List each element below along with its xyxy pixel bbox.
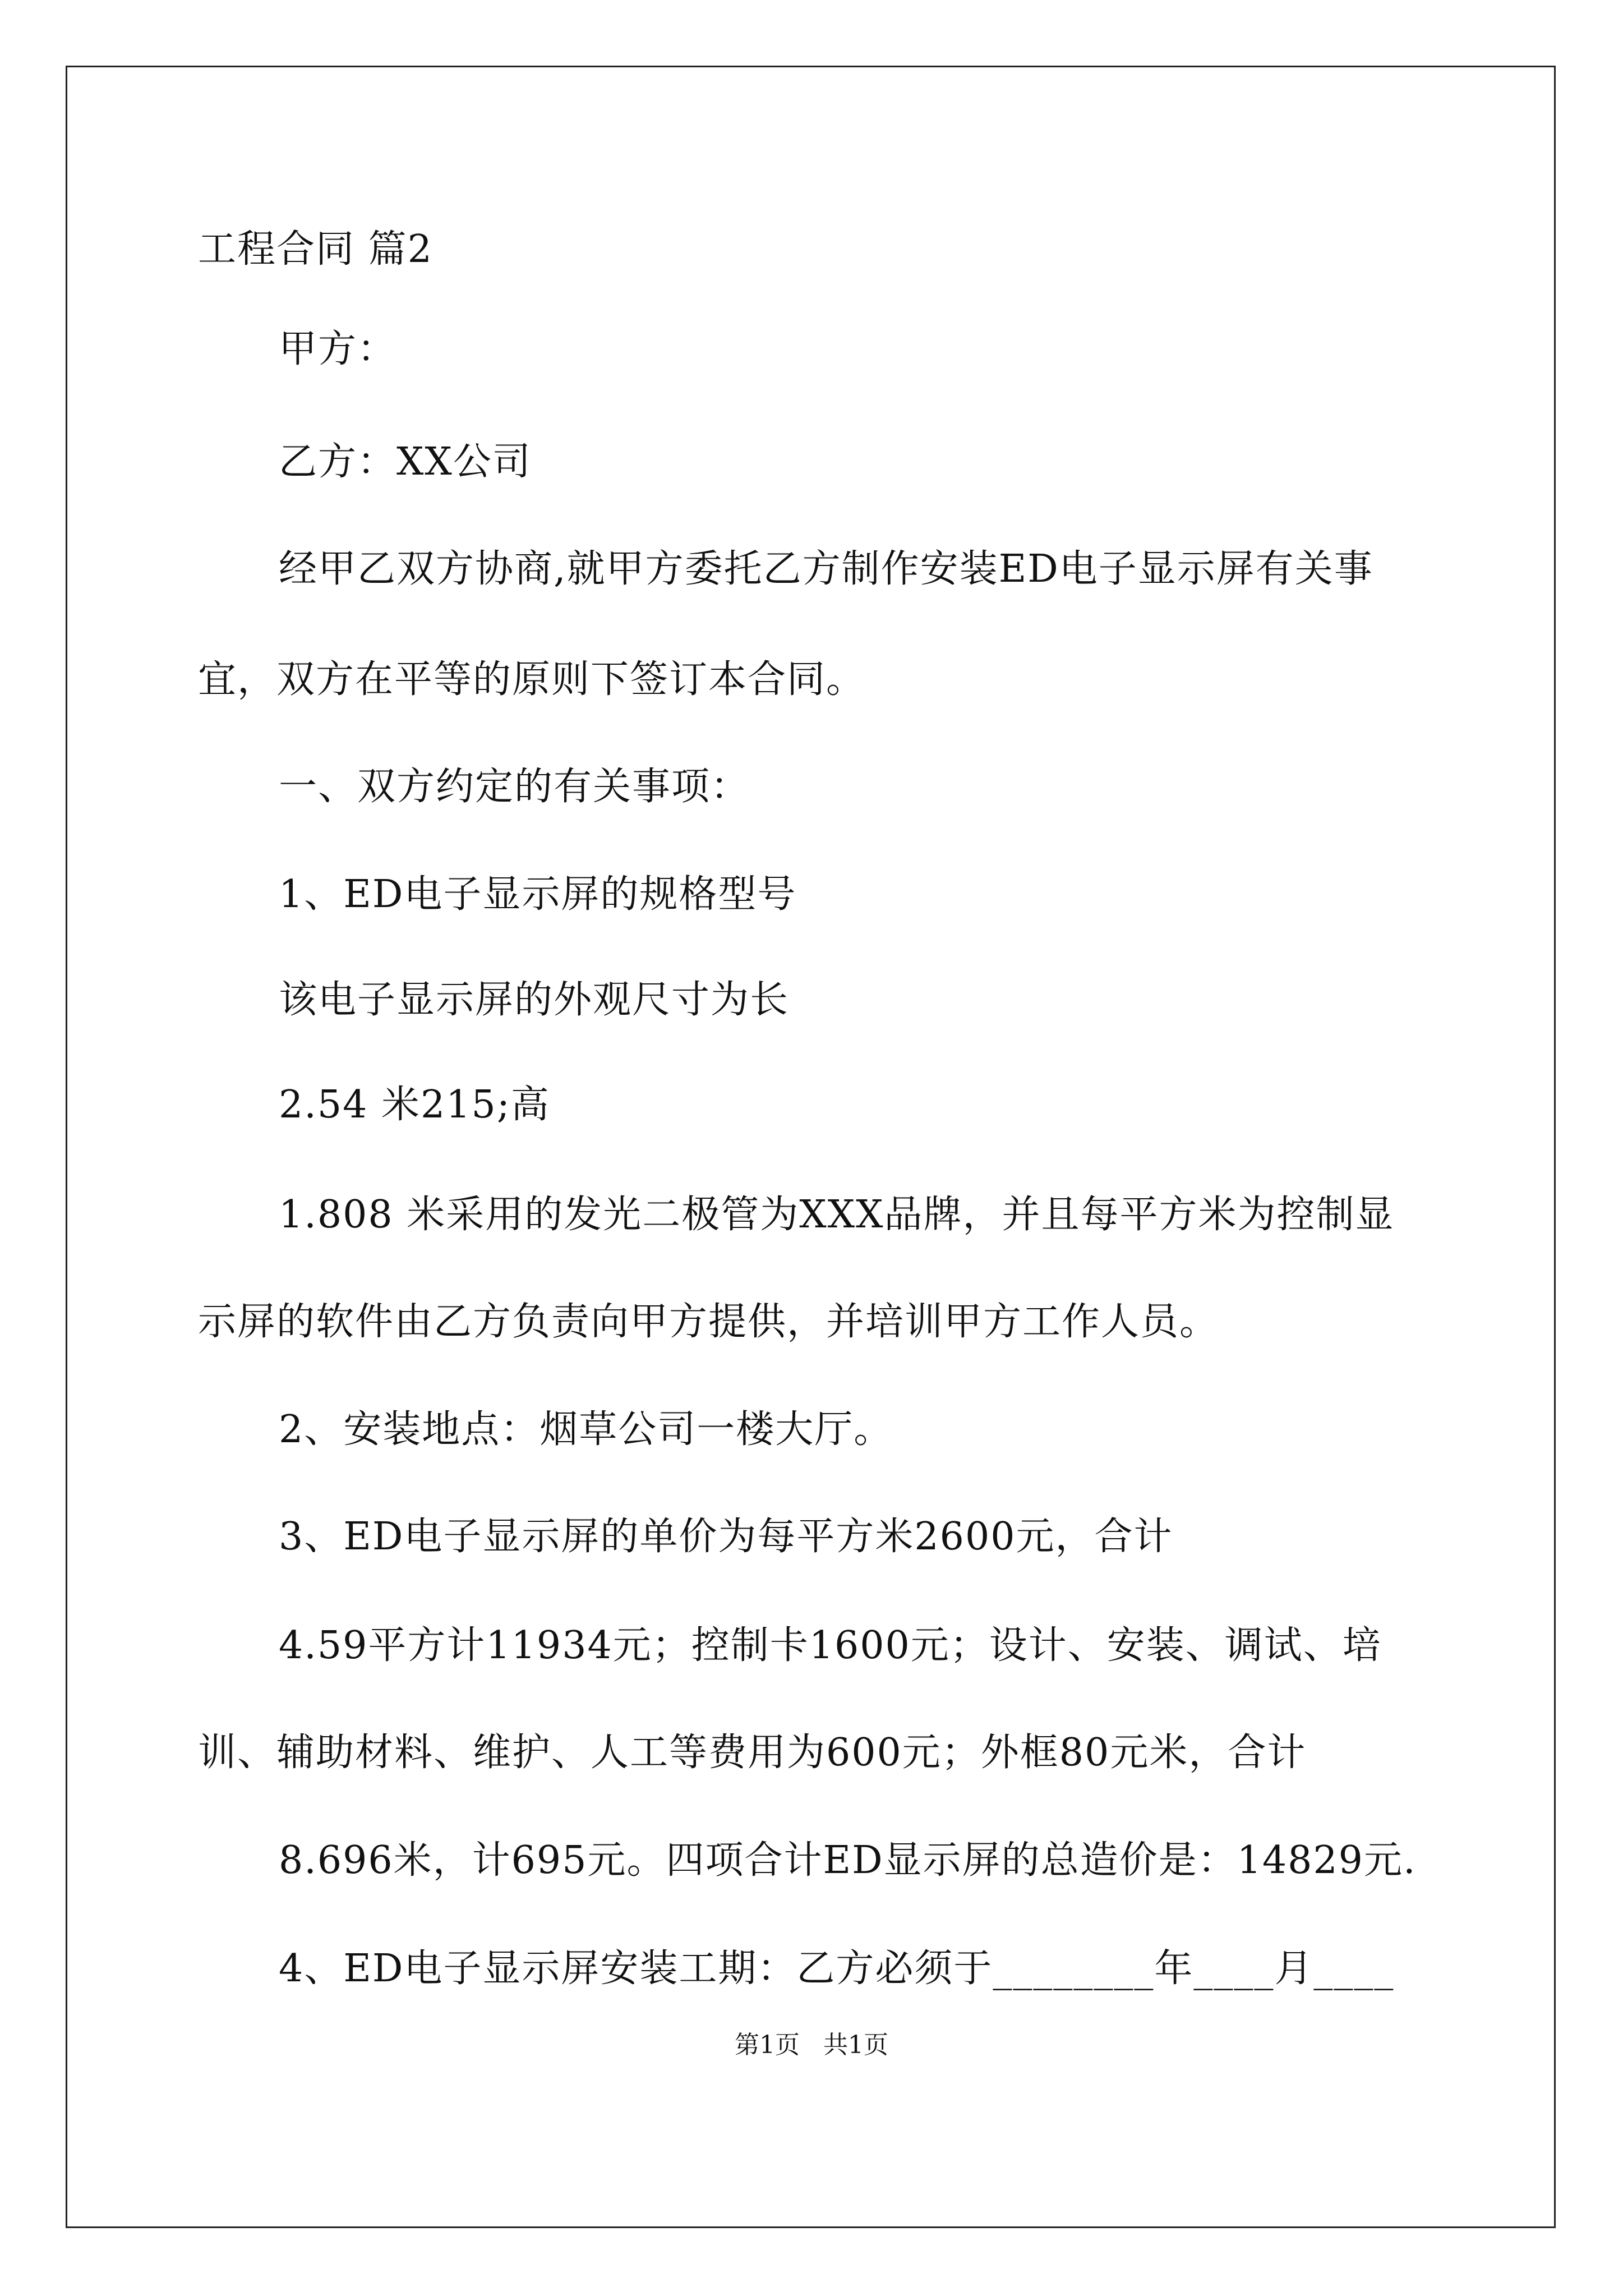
item-1-length-line: 2.54 米215;高 bbox=[279, 1083, 550, 1127]
item-3-cost-line-2: 训、辅助材料、维护、人工等费用为600元；外框80元米，合计 bbox=[198, 1731, 1307, 1775]
item-2-location-line: 2、安装地点：烟草公司一楼大厅。 bbox=[279, 1407, 893, 1452]
intro-line-1: 经甲乙双方协商,就甲方委托乙方制作安装ED电子显示屏有关事 bbox=[279, 547, 1373, 591]
party-a-line: 甲方： bbox=[279, 327, 397, 371]
item-1-height-line: 1.808 米采用的发光二极管为XXX品牌，并且每平方米为控制显 bbox=[279, 1193, 1395, 1237]
item-3-total-line: 8.696米，计695元。四项合计ED显示屏的总造价是：14829元. bbox=[279, 1838, 1417, 1883]
intro-line-2: 宜，双方在平等的原则下签订本合同。 bbox=[198, 657, 866, 702]
section-heading-1: 一、双方约定的有关事项： bbox=[279, 765, 750, 809]
item-1-size-line: 该电子显示屏的外观尺寸为长 bbox=[279, 978, 790, 1022]
item-3-cost-line-1: 4.59平方计11934元；控制卡1600元；设计、安装、调试、培 bbox=[279, 1623, 1382, 1668]
document-title: 工程合同 篇2 bbox=[198, 227, 433, 272]
item-1-software-line: 示屏的软件由乙方负责向甲方提供，并培训甲方工作人员。 bbox=[198, 1300, 1219, 1344]
page-number-current: 第1页 bbox=[735, 2031, 800, 2059]
page-footer bbox=[0, 2030, 1623, 2061]
item-1-heading: 1、ED电子显示屏的规格型号 bbox=[279, 872, 797, 917]
party-b-line: 乙方：XX公司 bbox=[279, 440, 532, 484]
page-number-total: 共1页 bbox=[823, 2031, 888, 2059]
page-border bbox=[66, 66, 1556, 2228]
item-3-price-line: 3、ED电子显示屏的单价为每平方米2600元，合计 bbox=[279, 1515, 1173, 1559]
item-4-schedule-line: 4、ED电子显示屏安装工期：乙方必须于________年____月____ bbox=[279, 1947, 1395, 1991]
